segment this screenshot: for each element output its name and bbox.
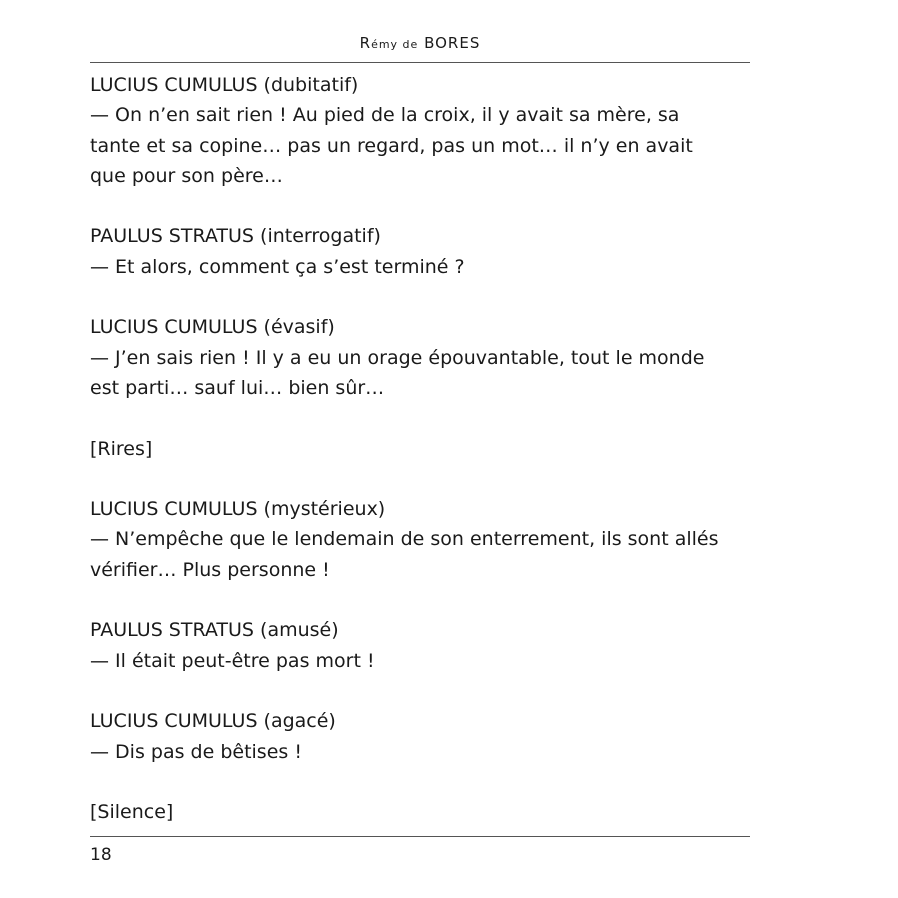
- script-text: [90, 70, 752, 827]
- blank-line: [90, 676, 752, 706]
- dialogue-line: — N’empêche que le lendemain de son enterrement, ils sont allés: [90, 528, 719, 551]
- dialogue-line: — Et alors, comment ça s’est terminé ?: [90, 255, 465, 278]
- dialogue-line: que pour son père…: [90, 164, 283, 187]
- header-rule: [90, 62, 750, 63]
- speaker-line: PAULUS STRATUS (amusé): [90, 619, 339, 642]
- speaker-line: LUCIUS CUMULUS (évasif): [90, 316, 335, 339]
- blank-line: [90, 403, 752, 433]
- dialogue-line: — J’en sais rien ! Il y a eu un orage épouvantable, tout le monde: [90, 346, 705, 369]
- speaker-line: LUCIUS CUMULUS (dubitatif): [90, 74, 359, 96]
- dialogue-line: — Il était peut-être pas mort !: [90, 649, 375, 672]
- blank-line: [90, 767, 752, 797]
- blank-line: [90, 585, 752, 615]
- stage-direction: [Rires]: [90, 437, 153, 460]
- speaker-line: LUCIUS CUMULUS (agacé): [90, 710, 336, 733]
- blank-line: [90, 282, 752, 312]
- stage-direction: [Silence]: [90, 801, 174, 824]
- page-number: 18: [90, 845, 112, 865]
- author-first-rest: émy de: [371, 38, 419, 51]
- speaker-line: LUCIUS CUMULUS (mystérieux): [90, 498, 386, 521]
- speaker-line: PAULUS STRATUS (interrogatif): [90, 225, 381, 248]
- blank-line: [90, 191, 752, 221]
- dialogue-line: vérifier… Plus personne !: [90, 558, 330, 581]
- dialogue-line: — On n’en sait rien ! Au pied de la croix, il y avait sa mère, sa: [90, 104, 680, 127]
- running-head: [90, 34, 750, 52]
- dialogue-line: tante et sa copine… pas un regard, pas un mot… il n’y en avait: [90, 134, 693, 157]
- dialogue-line: est parti… sauf lui… bien sûr…: [90, 376, 385, 399]
- blank-line: [90, 464, 752, 494]
- author-first-initial: R: [359, 34, 372, 52]
- footer-rule: [90, 836, 750, 837]
- dialogue-line: — Dis pas de bêtises !: [90, 740, 302, 763]
- author-last-name: BORES: [424, 34, 481, 52]
